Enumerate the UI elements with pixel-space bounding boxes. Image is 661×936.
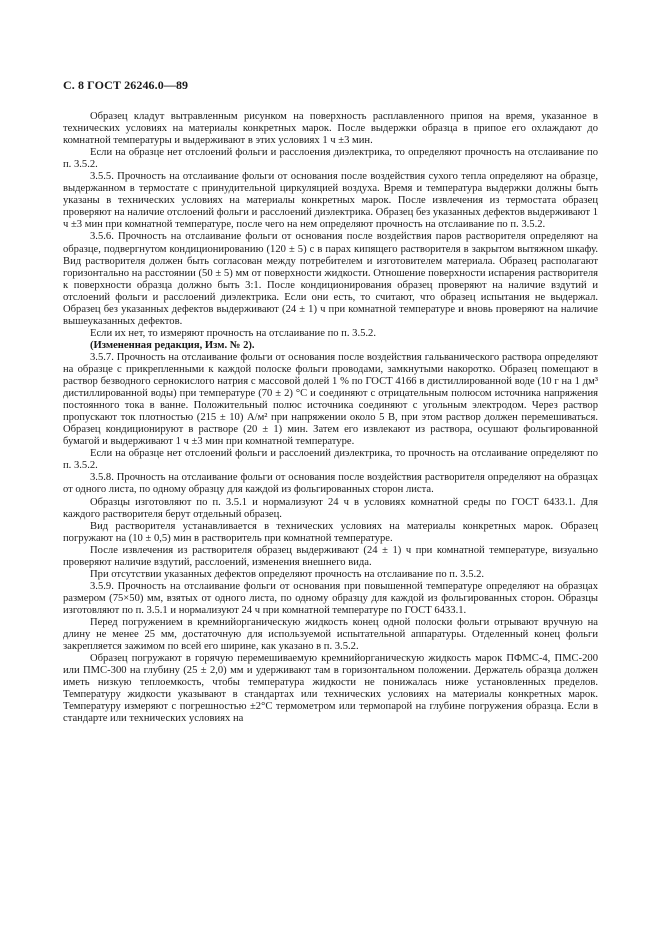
paragraph: 3.5.7. Прочность на отслаивание фольги от основания после воздействия гальванического раствора определяют на образце с прикрепленными к каждой полоске фольги проводами, замкнутыми накоротко. Образец помещают в раствор безводного сернокислого натрия с массовой долей 1 % по ГОСТ 4166 в дистиллированной воде (10 г на 1 дм³ дистиллированной воды) при температуре (70 ± 2) °С и соединяют с отрицательным полюсом источника напряжения постоянного тока в ванне. Положительный полюс источника соединяют с угольным электродом. Через раствор пропускают ток плотностью (215 ± 10) А/м² при напряжении около 5 В, при этом раствор должен перемешиваться. Образец кондиционируют в растворе (20 ± 1) мин. Затем его извлекают из раствора, осушают фольгированной бумагой и выдерживают 1 ч ±3 мин при комнатной температуре. [63,351,598,448]
page-header: С. 8 ГОСТ 26246.0—89 [63,78,189,92]
body-text [63,111,598,725]
paragraph: Если на образце нет отслоений фольги и расслоений диэлектрика, то прочность на отслаивание определяют по п. 3.5.2. [63,448,598,472]
paragraph: Если их нет, то измеряют прочность на отслаивание по п. 3.5.2. [90,327,376,339]
paragraph: 3.5.5. Прочность на отслаивание фольги от основания после воздействия сухого тепла определяют на образце, выдержанном в термостате с принудительной циркуляцией воздуха. Время и температура выдержки должны быть указаны в технических условиях на материалы конкретных марок. После извлечения из термостата образец проверяют на наличие отслоений фольги и расслоений диэлектрика. Образец без указанных дефектов выдерживают 1 ч ±3 мин при комнатной температуре, после чего на нем определяют прочность на отслаивание по п. 3.5.2. [63,171,598,231]
paragraph: 3.5.9. Прочность на отслаивание фольги от основания при повышенной температуре определяют на образцах размером (75×50) мм, взятых от одного листа, по одному образцу для каждой из фольгированных сторон. Образцы изготовляют по п. 3.5.1 и нормализуют 24 ч при комнатной температуре по ГОСТ 6433.1. [63,580,598,616]
paragraph: 3.5.6. Прочность на отслаивание фольги от основания после воздействия паров растворителя определяют на образце, подвергнутом кондиционированию (120 ± 5) с в парах кипящего растворителя в закрытом вытяжном шкафу. Вид растворителя должен быть согласован между потребителем и изготовителем материала. Образец располагают горизонтально на расстоянии (50 ± 5) мм от поверхности жидкости. Отношение поверхности испарения растворителя к поверхности образца должно быть 3:1. После кондиционирования образец проверяют на наличие вздутий и отслоений фольги и расслоений диэлектрика. Если они есть, то считают, что образец испытания не выдержал. Образец без указанных дефектов выдерживают (24 ± 1) ч при комнатной температуре и вновь проверяют на наличие вышеуказанных дефектов. [63,231,598,327]
paragraph: Перед погружением в кремнийорганическую жидкость конец одной полоски фольги отрывают вручную на длину не менее 25 мм, достаточную для используемой испытательной аппаратуры. Отделенный конец фольги закрепляется зажимом по всей его ширине, как указано в п. 3.5.2. [63,616,598,653]
revision-note: (Измененная редакция, Изм. № 2). [90,339,255,351]
paragraph: После извлечения из растворителя образец выдерживают (24 ± 1) ч при комнатной температуре, визуально проверяют наличие вздутий, расслоений, изменения внешнего вида. [63,544,598,568]
paragraph: Вид растворителя устанавливается в технических условиях на материалы конкретных марок. Образец погружают на (10 ± 0,5) мин в растворитель при комнатной температуре. [63,520,598,544]
paragraph: При отсутствии указанных дефектов определяют прочность на отслаивание по п. 3.5.2. [90,568,485,580]
paragraph: 3.5.8. Прочность на отслаивание фольги от основания после воздействия растворителя определяют на образцах от одного листа, по одному образцу для каждой из фольгированных сторон листа. [63,472,598,496]
paragraph: Образец кладут вытравленным рисунком на поверхность расплавленного припоя на время, указанное в технических условиях на материалы конкретных марок. После выдержки образца в припое его охлаждают до комнатной температуры и выдерживают в этих условиях 1 ч ±3 мин. [63,111,598,147]
paragraph: Образец погружают в горячую перемешиваемую кремнийорганическую жидкость марок ПФМС-4, ПМС-200 или ПМС-300 на глубину (25 ± 2,0) мм и удерживают там в горизонтальном положении. Держатель образца должен иметь низкую теплоемкость, чтобы температура жидкости не понижалась ниже установленных пределов. Температуру жидкости указывают в стандартах или технических условиях на материалы конкретных марок. Температуру измеряют с погрешностью ±2°С термометром или термопарой на глубине погружения образца. Если в стандарте или технических условиях на [63,653,598,725]
paragraph: Если на образце нет отслоений фольги и расслоения диэлектрика, то определяют прочность на отслаивание по п. 3.5.2. [63,147,598,171]
paragraph: Образцы изготовляют по п. 3.5.1 и нормализуют 24 ч в условиях комнатной среды по ГОСТ 6433.1. Для каждого растворителя берут отдельный образец. [63,496,598,520]
